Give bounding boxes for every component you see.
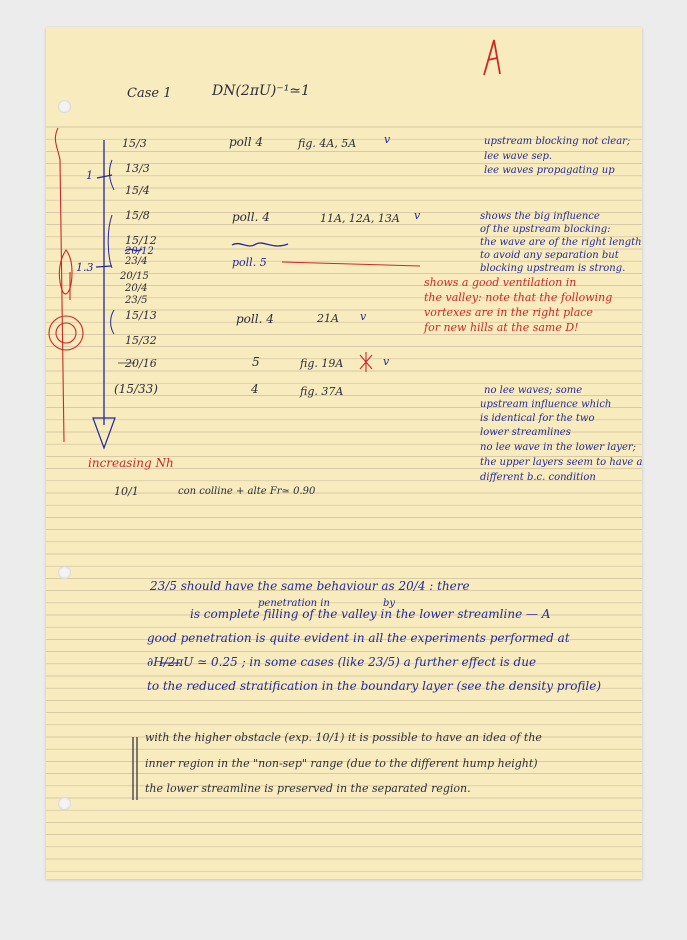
row-note: 4 [251, 382, 259, 396]
comment-line: lower streamlines [480, 427, 571, 438]
red-comment-line: the valley: note that the following [424, 291, 613, 304]
paragraph-line: is complete filling of the valley in the lower streamline — A [190, 607, 551, 621]
comment-line: is identical for the two [480, 413, 595, 424]
row-note: 5 [252, 355, 260, 369]
red-circle-outer [49, 316, 83, 350]
row-note: poll. 5 [232, 256, 267, 269]
boxed-note-line: the lower streamline is preserved in the separated region. [145, 782, 471, 795]
row-date: 15/8 [125, 209, 150, 222]
red-star-mark [360, 352, 372, 372]
row-tick: v [414, 209, 421, 222]
boxed-note-line: inner region in the "non-sep" range (due to the different hump height) [145, 757, 538, 770]
row-figs: 11A, 12A, 13A [320, 212, 400, 225]
tick-one-three [96, 266, 112, 267]
row-date: 15/4 [125, 184, 150, 197]
comment-line: lee wave sep. [484, 151, 553, 162]
row-date: 15/13 [125, 309, 157, 322]
comment-line: the wave are of the right length [480, 237, 642, 248]
row-note: poll. 4 [232, 210, 270, 224]
scale-mark-one: 1 [86, 169, 93, 182]
row-date: 15/3 [122, 137, 147, 150]
comment-line: no lee wave in the lower layer; [480, 442, 637, 453]
red-comment-line: for new hills at the same D! [424, 321, 579, 334]
row-note: poll. 4 [236, 312, 274, 326]
paragraph-superscript: by [383, 598, 396, 609]
paragraph-line: 23/5 should have the same behaviour as 20/4 : there [150, 579, 470, 593]
row-figs: fig. 19A [300, 357, 344, 370]
row-figs: fig. 37A [300, 385, 344, 398]
row-figs: 21A [317, 312, 339, 325]
row-date: 20/15 [120, 271, 149, 282]
comment-line: no lee waves; some [484, 385, 583, 396]
boxed-note-line: with the higher obstacle (exp. 10/1) it is possible to have an idea of the [145, 731, 542, 744]
paragraph-line: ∂H/2πU ≃ 0.25 ; in some cases (like 23/5) a further effect is due [147, 655, 537, 669]
row-date: 20/4 [125, 283, 148, 294]
paragraph-superscript: penetration in [258, 598, 330, 609]
comment-line: lee waves propagating up [484, 165, 615, 176]
comment-line: different b.c. condition [480, 472, 596, 483]
case-formula: DN(2πU)⁻¹≃1 [212, 83, 310, 99]
row-date: 23/5 [125, 295, 148, 306]
row-date: 23/4 [125, 256, 148, 267]
row-date: 13/3 [125, 162, 150, 175]
comment-line: blocking upstream is strong. [480, 263, 626, 274]
note-date: 10/1 [114, 485, 139, 498]
scribble [232, 243, 288, 246]
corner-a-mark [484, 40, 500, 75]
red-comment-line: shows a good ventilation in [424, 276, 577, 289]
note-text: con colline + alte Fr≃ 0.90 [178, 486, 316, 497]
row-tick: v [383, 355, 390, 368]
red-comment-line: vortexes are in the right place [424, 306, 593, 319]
row-tick: v [360, 310, 367, 323]
row-date: 20/16 [125, 357, 157, 370]
row-date: 15/12 [125, 234, 157, 247]
comment-line: upstream influence which [480, 399, 612, 410]
comment-line: upstream blocking not clear; [484, 136, 631, 147]
row-note: poll 4 [229, 135, 264, 149]
paragraph-line: good penetration is quite evident in all the experiments performed at [147, 631, 570, 645]
comment-line: of the upstream blocking: [480, 224, 611, 235]
comment-line: to avoid any separation but [480, 250, 619, 261]
row-tick: v [384, 133, 391, 146]
row-date: 15/32 [125, 334, 157, 347]
comment-line: shows the big influence [480, 211, 600, 222]
row-figs: fig. 4A, 5A [298, 137, 357, 150]
axis-label: increasing Nh [88, 456, 174, 470]
paragraph-line: to the reduced stratification in the boundary layer (see the density profile) [147, 679, 602, 693]
red-connector-line [282, 262, 420, 266]
comment-line: the upper layers seem to have a [480, 457, 643, 468]
boxed-note-bar [133, 737, 137, 800]
red-vertical-line [55, 128, 64, 442]
case-label: Case 1 [127, 86, 172, 101]
scale-mark-one-three: 1.3 [76, 261, 94, 274]
red-circle-inner [56, 323, 76, 343]
row-date: (15/33) [114, 382, 158, 396]
row-date-scribbled: 20/12 [125, 246, 154, 257]
